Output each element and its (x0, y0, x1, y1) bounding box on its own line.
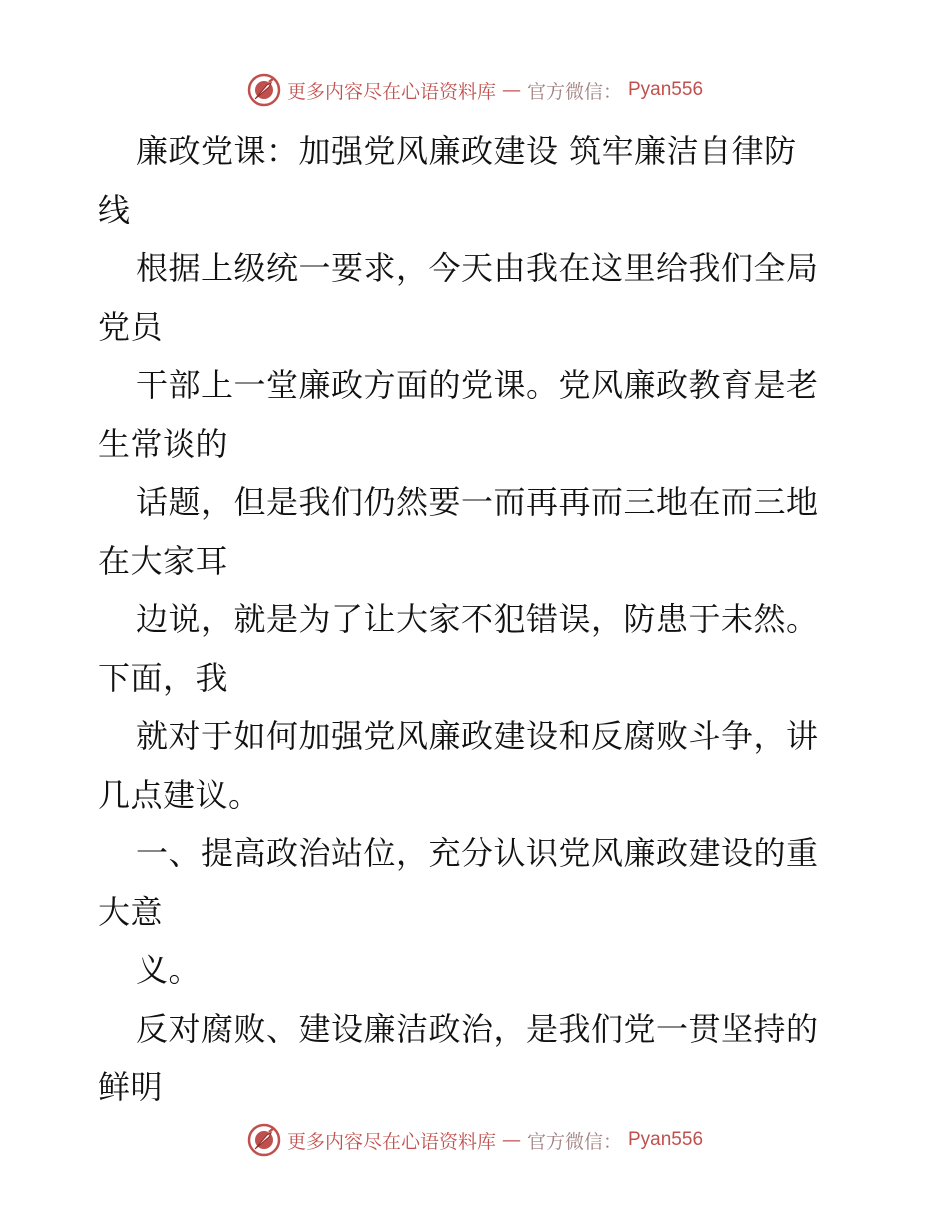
watermark-wechat-id: Pyan556 (628, 1129, 704, 1150)
paragraph-line: 几点建议。 (98, 775, 261, 814)
paragraph (98, 239, 858, 356)
paragraph-line: 生常谈的 (98, 424, 229, 463)
pen-logo-icon (247, 73, 281, 107)
paragraph-line: 下面，我 (98, 658, 229, 697)
paragraph-title (98, 122, 858, 239)
watermark-label: 官方微信： (526, 80, 622, 103)
paragraph-line: 大意 (98, 892, 164, 931)
watermark-separator: — (501, 1129, 521, 1151)
watermark-label: 官方微信： (526, 1130, 622, 1153)
paragraph-line: 反对腐败、建设廉洁政治，是我们党一贯坚持的 (136, 1009, 819, 1048)
paragraph-line: 根据上级统一要求，今天由我在这里给我们全局 (136, 249, 819, 287)
paragraph (98, 941, 858, 1000)
pen-logo-icon (247, 1123, 281, 1157)
paragraph-line: 鲜明 (98, 1068, 164, 1106)
section-heading (98, 824, 858, 941)
paragraph-line: 廉政党课：加强党风廉政建设 筑牢廉洁自律防 (136, 132, 797, 170)
watermark-text: 更多内容尽在心语资料库 (286, 1130, 496, 1153)
header-watermark (0, 70, 950, 110)
paragraph (98, 707, 858, 824)
paragraph (98, 356, 858, 473)
document-body (98, 122, 858, 1117)
paragraph-line: 就对于如何加强党风廉政建设和反腐败斗争，讲 (136, 717, 819, 755)
paragraph-line: 义。 (136, 951, 202, 989)
watermark-separator: — (501, 79, 521, 101)
paragraph-line: 话题，但是我们仍然要一而再再而三地在而三地 (136, 483, 819, 521)
paragraph (98, 590, 858, 707)
paragraph-line: 干部上一堂廉政方面的党课。党风廉政教育是老 (136, 366, 819, 404)
paragraph-line: 一、提高政治站位，充分认识党风廉政建设的重 (136, 834, 819, 872)
paragraph-line: 党员 (98, 307, 164, 346)
paragraph-line: 在大家耳 (98, 541, 229, 580)
paragraph (98, 473, 858, 590)
paragraph-line: 线 (98, 190, 131, 229)
footer-watermark (0, 1120, 950, 1160)
paragraph-line: 边说，就是为了让大家不犯错误，防患于未然。 (136, 600, 819, 638)
watermark-text: 更多内容尽在心语资料库 (286, 80, 496, 103)
paragraph (98, 1000, 858, 1117)
watermark-wechat-id: Pyan556 (628, 79, 704, 100)
